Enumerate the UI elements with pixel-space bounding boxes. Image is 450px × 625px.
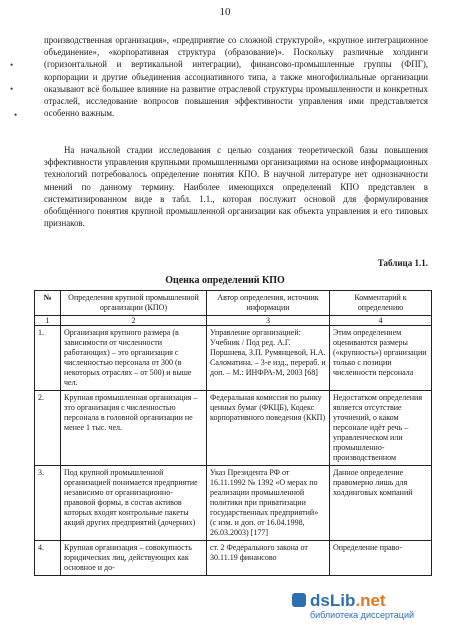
row-definition: Крупная промышленная организация – это организация с численностью персонала в головной организации не менее 1 тыс. чел. <box>61 391 207 466</box>
margin-dot: • <box>14 110 18 120</box>
row-author: Управление организацией: Учебник / Под ред. А.Г. Поршнева, З.П. Румянцевой, Н.А. Саломатина. – 3-е изд., перераб. и доп. – М.: ИНФРА-М, 2003 [68] <box>207 326 330 391</box>
table-index-row <box>35 316 432 326</box>
brand-main: dsLib <box>310 591 356 610</box>
brand-tld: .net <box>355 591 386 610</box>
table-header-row <box>35 291 432 316</box>
row-comment: Этим определением оцениваются размеры («крупность») организации только с позиции численности персонала <box>330 326 432 391</box>
row-comment: Данное определение правомерно лишь для холдинговых компаний <box>330 466 432 541</box>
margin-dot: • <box>10 84 14 94</box>
row-author: Указ Президента РФ от 16.11.1992 № 1392 «О мерах по реализации промышленной политики при приватизации государственных предприятий» (с изм. и доп. от 16.04.1998, 26.03.2003) [177] <box>207 466 330 541</box>
table-row <box>35 466 432 541</box>
row-number: 1. <box>35 326 61 391</box>
header-number: № <box>35 291 61 316</box>
definitions-table <box>34 290 432 576</box>
index-cell: 1 <box>35 316 61 326</box>
dslib-logo-icon <box>292 593 306 607</box>
paragraph-intro: производственная организация», «предприятие со сложной структурой», «крупное интеграционное объединение», «корпоративная структура (образование)». Поскольку различные холдинги (горизонтальной и вертикальной интеграции), финансово-промышленные группы (ФПГ), корпорации и другие объединения ассоциативного типа, а также многофилиальные организации оказывают всё большее влияние на развитие отраслевой структуры промышленности и конкретных отраслей, исследование вопросов повышения эффективности управления ими представляется особенно важным. <box>44 35 428 119</box>
header-author: Автор определения, источник информации <box>207 291 330 316</box>
dslib-subtitle: библиотека диссертаций <box>310 610 415 620</box>
page-number: 10 <box>219 6 231 18</box>
row-definition: Под крупной промышленной организацией понимается предприятие независимо от организационно-правовой формы, в состав активов которых входят контрольные пакеты акций других предприятий (дочерних) <box>61 466 207 541</box>
row-number: 2. <box>35 391 61 466</box>
header-definition: Определения крупной промышленной организации (КПО) <box>61 291 207 316</box>
row-definition: Крупная организация – совокупность юридических лиц, действующих как основное и до- <box>61 541 207 576</box>
table-row <box>35 541 432 576</box>
row-number: 4. <box>35 541 61 576</box>
header-comment: Комментарий к определению <box>330 291 432 316</box>
margin-dot: • <box>10 60 14 70</box>
paragraph-definitions: На начальной стадии исследования с целью создания теоретической базы повышения эффективности управления крупными промышленными организациями на основе информационных технологий потребовалось определение понятия КПО. В научной литературе нет однозначности мнений по данному термину. Наиболее имеющихся определений КПО представлен в систематизированном виде в табл. 1.1., которая послужит основой для формулирования обобщённого понятия крупной промышленной организации как объекта управления и его типовых признаков. <box>44 145 428 229</box>
table-row <box>35 326 432 391</box>
row-author: Федеральная комиссия по рынку ценных бумаг (ФКЦБ), Кодекс корпоративного поведения (ККП) <box>207 391 330 466</box>
index-cell: 4 <box>330 316 432 326</box>
dslib-brand <box>310 591 386 611</box>
table-row <box>35 391 432 466</box>
dslib-watermark <box>292 591 442 621</box>
row-number: 3. <box>35 466 61 541</box>
table-title: Оценка определений КПО <box>165 275 285 286</box>
table-label: Таблица 1.1. <box>377 258 428 268</box>
row-comment: Недостатком определения является отсутствие уточнений, о каком персонале идёт речь – управленческом или промышленно-производственном <box>330 391 432 466</box>
index-cell: 2 <box>61 316 207 326</box>
row-author: ст. 2 Федерального закона от 30.11.19 финансово <box>207 541 330 576</box>
row-definition: Организация крупного размера (в зависимости от численности работающих) – это организация с численностью персонала от 300 (в некоторых отраслях – от 500) и выше чел. <box>61 326 207 391</box>
index-cell: 3 <box>207 316 330 326</box>
row-comment: Определение право- <box>330 541 432 576</box>
